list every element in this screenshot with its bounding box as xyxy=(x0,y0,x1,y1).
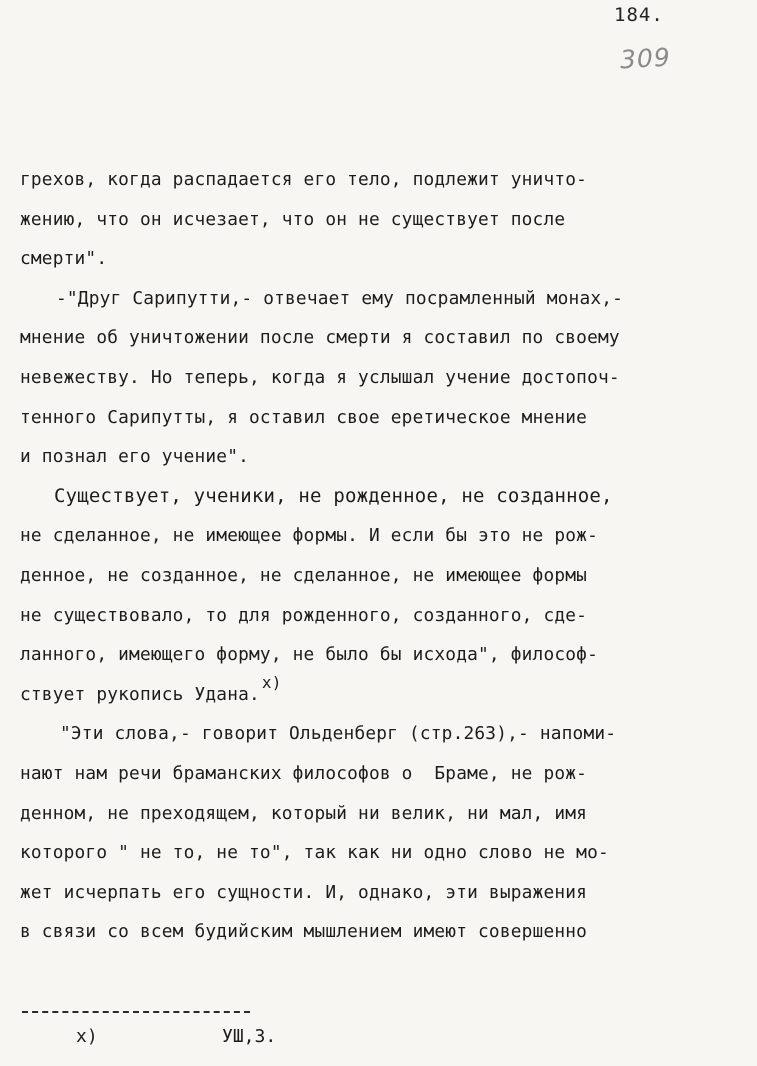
text-line: смерти". xyxy=(20,248,108,270)
text-line-with-footnote xyxy=(20,672,750,715)
text-line: жению, что он исчезает, что он не существует после xyxy=(20,208,566,230)
text-line: невежеству. Но теперь, когда я услышал учение достопоч- xyxy=(20,366,620,388)
text-line: -"Друг Сарипутти,- отвечает ему посрамленный монах,- xyxy=(56,287,624,309)
text-line: ствует рукопись Удана. xyxy=(20,683,260,705)
text-line: грехов, когда распадается его тело, подлежит уничто- xyxy=(20,169,588,190)
footnote-text: УШ,3. xyxy=(222,1026,277,1047)
text-line: Существует, ученики, не рожденное, не созданное, xyxy=(54,484,613,507)
text-line: не сделанное, не имеющее формы. И если бы это не рож- xyxy=(20,525,598,547)
text-line: и познал его учение". xyxy=(20,446,250,468)
text-line: в связи со всем будийским мышлением имеют совершенно xyxy=(20,921,588,943)
typewritten-body xyxy=(20,160,750,952)
page-number: 184. xyxy=(614,4,664,26)
handwritten-archive-number: 309 xyxy=(619,42,672,75)
text-line: нают нам речи браманских философов о Браме, не рож- xyxy=(20,762,588,784)
footnote-separator xyxy=(22,1011,250,1013)
footnote-marker: x) xyxy=(76,1026,98,1047)
footnote-reference: x) xyxy=(261,672,282,692)
text-line: тенного Сарипутты, я оставил свое еретическое мнение xyxy=(20,406,588,428)
text-line: которого " не то, не то", так как ни одно слово не мо- xyxy=(20,842,609,864)
text-line: мнение об уничтожении после смерти я составил по своему xyxy=(20,327,620,349)
text-line: "Эти слова,- говорит Ольденберг (стр.263),- напоми- xyxy=(60,723,617,745)
text-line: денном, не преходящем, который ни велик, ни мал, имя xyxy=(20,802,588,824)
text-line: жет исчерпать его сущности. И, однако, эти выражения xyxy=(20,881,588,903)
text-line: ланного, имеющего форму, не было бы исхода", философ- xyxy=(20,644,598,666)
text-line: не существовало, то для рожденного, созданного, сде- xyxy=(20,604,588,626)
text-line: денное, не созданное, не сделанное, не имеющее формы xyxy=(20,564,588,586)
